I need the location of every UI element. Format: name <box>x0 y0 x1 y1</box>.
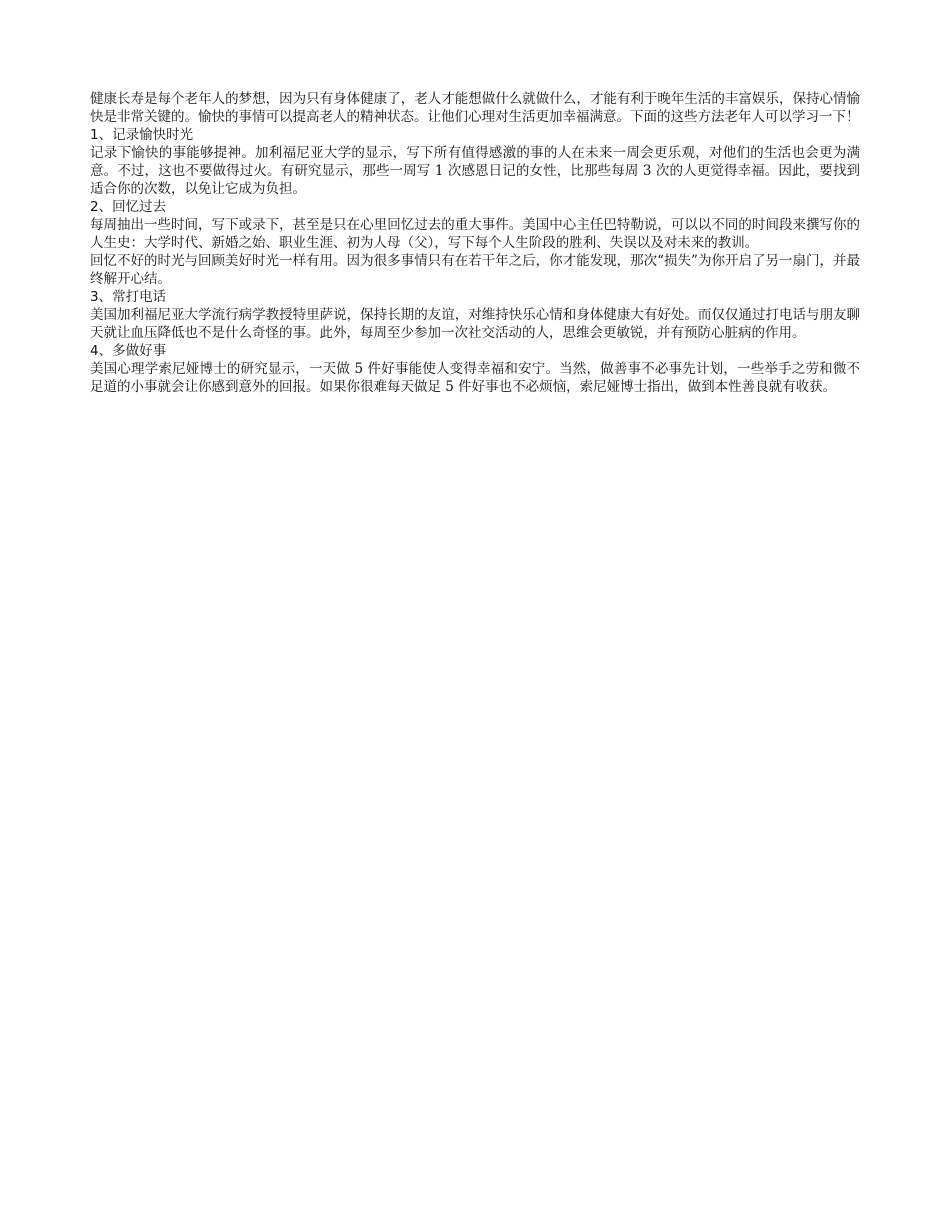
section-paragraph: 记录下愉快的事能够提神。加利福尼亚大学的显示，写下所有值得感激的事的人在未来一周会更乐观，对他们的生活也会更为满意。不过，这也不要做得过火。有研究显示，那些一周写 1 次感恩日记的女性，比那些每周 3 次的人更觉得幸福。因此，要找到适合你的次数，以免让它成为负担。 <box>90 145 860 197</box>
section-heading: 3、常打电话 <box>90 289 167 305</box>
section-heading: 1、记录愉快时光 <box>90 127 194 143</box>
section-paragraph: 每周抽出一些时间，写下或录下，甚至是只在心里回忆过去的重大事件。美国中心主任巴特勒说，可以以不同的时间段来撰写你的人生史：大学时代、新婚之始、职业生涯、初为人母（父），写下每个人生阶段的胜利、失误以及对未来的教训。 <box>90 217 860 251</box>
section-paragraph: 回忆不好的时光与回顾美好时光一样有用。因为很多事情只有在若干年之后，你才能发现，那次“损失”为你开启了另一扇门，并最终解开心结。 <box>90 253 860 287</box>
intro-paragraph: 健康长寿是每个老年人的梦想，因为只有身体健康了，老人才能想做什么就做什么，才能有利于晚年生活的丰富娱乐，保持心情愉快是非常关键的。愉快的事情可以提高老人的精神状态。让他们心理对生活更加幸福满意。下面的这些方法老年人可以学习一下！ <box>90 91 860 125</box>
section-phone-calls <box>90 288 860 342</box>
section-recall-past <box>90 198 860 288</box>
section-heading: 4、多做好事 <box>90 343 167 359</box>
document-body <box>90 90 860 396</box>
section-good-deeds <box>90 342 860 396</box>
section-heading: 2、回忆过去 <box>90 199 167 215</box>
section-paragraph: 美国加利福尼亚大学流行病学教授特里萨说，保持长期的友谊，对维持快乐心情和身体健康大有好处。而仅仅通过打电话与朋友聊天就让血压降低也不是什么奇怪的事。此外，每周至少参加一次社交活动的人，思维会更敏锐，并有预防心脏病的作用。 <box>90 307 860 341</box>
section-record-happy-times <box>90 126 860 198</box>
section-paragraph: 美国心理学索尼娅博士的研究显示，一天做 5 件好事能使人变得幸福和安宁。当然，做善事不必事先计划，一些举手之劳和微不足道的小事就会让你感到意外的回报。如果你很难每天做足 5 件好事也不必烦恼，索尼娅博士指出，做到本性善良就有收获。 <box>90 361 860 395</box>
